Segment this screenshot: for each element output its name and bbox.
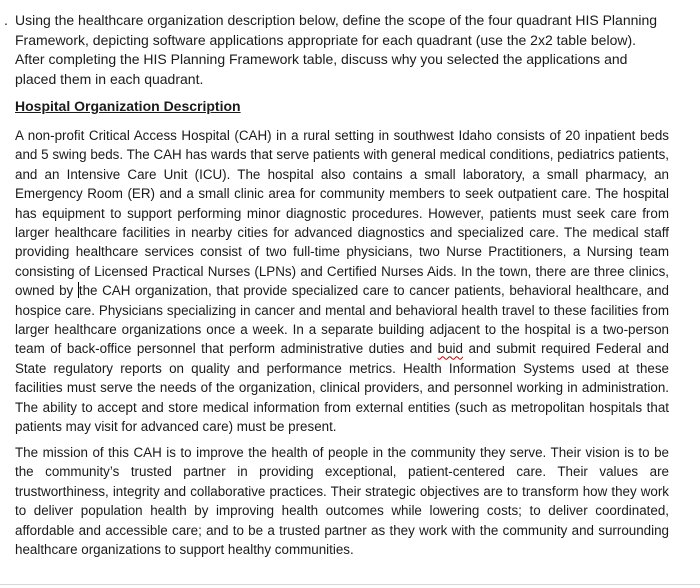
list-bullet: . xyxy=(4,12,8,28)
misspelled-word[interactable]: buid xyxy=(437,341,463,357)
organization-description-paragraph[interactable] xyxy=(15,126,669,437)
page-bottom-border xyxy=(0,584,700,585)
section-heading: Hospital Organization Description xyxy=(15,98,241,114)
mission-paragraph[interactable]: The mission of this CAH is to improve the health of people in the community they serve. Their vision is to be the community’s trusted partner in providing exceptional, patient-centered care. Their values are trustworthiness, integrity and collaborative practices. Their strategic objectives are to transform how they work to deliver population health by improving health outcomes while lowering costs; to deliver coordinated, affordable and accessible care; and to be a trusted partner as they work with the community and surrounding healthcare organizations to support healthy communities. xyxy=(15,445,669,558)
paragraph-text-part-3: and submit required Federal and State regulatory reports on quality and performance metrics. Health Information Systems used at these facilities must serve the needs of the organization, clinical providers, and personnel working in administration. The ability to accept and store medical information from external entities (such as metropolitan hospitals that patients may visit for advanced care) must be present. xyxy=(15,341,669,435)
paragraph-text-part-2: the CAH organization, that provide specialized care to cancer patients, behavioral healthcare, and hospice care. Physicians specializing in cancer and mental and behavioral health travel to these facilities from larger healthcare organizations once a week. In a separate building adjacent to the hospital is a two-person team of back-office personnel that perform administrative duties and xyxy=(15,283,670,357)
paragraph-text-part-1: A non-profit Critical Access Hospital (CAH) in a rural setting in southwest Idaho consists of 20 inpatient beds and 5 swing beds. The CAH has wards that serve patients with general medical conditions, pediatrics patients, and an Intensive Care Unit (ICU). The hospital also contains a small laboratory, a small pharmacy, an Emergency Room (ER) and a small clinic area for community members to seek outpatient care. The hospital has equipment to support performing minor diagnostic procedures. However, patients must seek care from larger healthcare facilities in nearby cities for advanced diagnostics and specialized care. The medical staff providing healthcare services consist of two full-time physicians, two Nurse Practitioners, a Nursing team consisting of Licensed Practical Nurses (LPNs) and Certified Nurses Aids. In the town, there are three clinics, owned by xyxy=(15,128,669,299)
assignment-instructions[interactable]: Using the healthcare organization description below, define the scope of the four quadrant HIS Planning Framework, depicting software applications appropriate for each quadrant (use the 2x2 table below). After completing the HIS Planning Framework table, discuss why you selected the applications and placed them in each quadrant. xyxy=(15,12,658,87)
